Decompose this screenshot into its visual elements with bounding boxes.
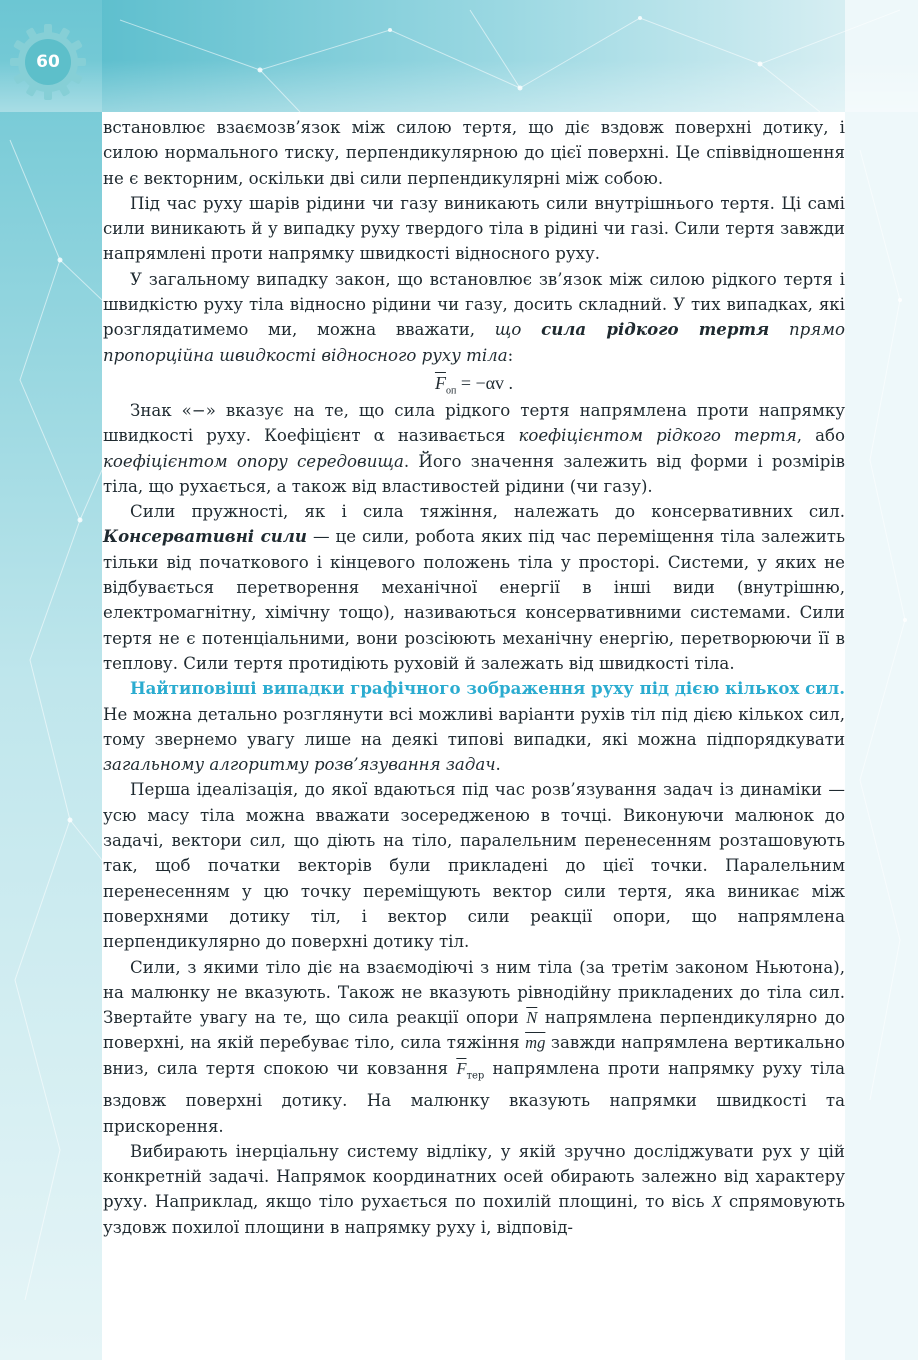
axis-x-symbol: X xyxy=(711,1192,722,1212)
text-run: Не можна детально розглянути всі можливі варіанти рухів тіл під дією кількох сил, тому звернемо увагу лише на деякі типові випадки, які можна підпорядкувати xyxy=(103,704,845,749)
paragraph-6 xyxy=(103,676,845,777)
text-run: завжди напрямлена вертикально вниз, сила тертя спокою чи ковзання xyxy=(103,1033,846,1078)
formula-subscript: оп xyxy=(445,385,457,397)
italic-term: коефіцієнтом рідкого тертя xyxy=(518,426,797,446)
text-run: Знак «−» вказує на те, що сила рідкого тертя напрямлена проти напрямку швидкості руху. Коефіцієнт α називається xyxy=(103,400,845,446)
formula-force-symbol: $\overline{F}$ xyxy=(434,372,446,393)
italic-run: прямо пропорційна швидкості відносного руху тіла xyxy=(103,320,845,365)
text-run: . xyxy=(495,755,501,775)
text-run: напрямлена проти напрямку руху тіла вздовж поверхні дотику. На малюнку вказують напрямки швидкості та прискорення. xyxy=(103,1058,845,1136)
text-run: У загальному випадку закон, що встановлює зв’язок між силою рідкого тертя і швидкістю руху тіла відносно рідини чи газу, досить складний. У тих випадках, які розглядатимемо ми, можна вважати, xyxy=(103,269,845,340)
text-run: Вибирають інерціальну систему відліку, у якій зручно досліджувати рух у цій конкретній задачі. Напрямок координатних осей обирають залежно від характеру руху. Наприклад, якщо тіло рухається по похилій площині, то вісь xyxy=(103,1141,845,1212)
italic-term: коефіцієнтом опору середовища xyxy=(103,451,404,471)
text-run: Сили, з якими тіло діє на взаємодіючі з ним тіла (за третім законом Ньютона), на малюнку не вказують. Також не вказують рівнодійну прикладених до тіла сил. Звертайте увагу на те, що сила реакції опори xyxy=(103,957,845,1028)
text-run: — це сили, робота яких під час переміщення тіла залежить тільки від початкового і кінцевого положень тіла у просторі. Системи, у яких не відбувається перетворення механічної енергії в інші види (внутрішню, електромагнітну, хімічну тощо), називаються консервативними системами. Сили тертя не є потенціальними, вони розсіюють механічну енергію, перетворюючи її в теплову. Сили тертя протидіють руховій й залежать від швидкості тіла. xyxy=(103,527,845,673)
paragraph-3 xyxy=(103,267,845,368)
page-number: 60 xyxy=(36,52,60,72)
bold-italic-term: сила рідкого тертя xyxy=(541,319,770,340)
friction-subscript: тер xyxy=(466,1070,485,1081)
text-run: . Його значення залежить від форми і розмірів тіла, що рухається, а також від властивостей рідини (чи газу). xyxy=(103,451,845,496)
paragraph-1: встановлює взаємозв’язок між силою тертя, що діє вздовж поверхні дотику, і силою нормального тиску, перпендикулярною до цієї поверхні. Це співвідношення не є векторним, оскільки дві сили перпендикулярні між собою. xyxy=(103,118,845,188)
paragraph-4 xyxy=(103,398,845,499)
page-body xyxy=(103,115,845,1240)
text-run: , або xyxy=(796,426,845,446)
paragraph-8 xyxy=(103,955,845,1139)
vector-n: $\overline{N}$ xyxy=(526,1008,538,1028)
text-run: Сили пружності, як і сила тяжіння, належать до консервативних сил. xyxy=(130,502,845,522)
vector-mg: $\overline{mg}$ xyxy=(525,1033,546,1053)
paragraph-9 xyxy=(103,1139,845,1240)
vector-f-friction: $\overline{F}$ xyxy=(456,1058,467,1078)
italic-term: загальному алгоритму розв’язування задач xyxy=(103,755,496,775)
text-run: : xyxy=(507,345,514,365)
text-run: спрямовують уздовж похилої площини в напрямку руху і, відповід- xyxy=(103,1192,845,1237)
italic-run: що xyxy=(494,320,542,340)
paragraph-2: Під час руху шарів рідини чи газу виникають сили внутрішнього тертя. Ці самі сили виникають й у випадку руху твердого тіла в рідині чи газі. Сили тертя завжди напрямлені проти напрямку швидкості відносного руху. xyxy=(103,193,845,264)
paragraph-7: Перша ідеалізація, до якої вдаються під час розв’язування задач із динаміки — усю масу тіла можна вважати зосередженою в точці. Виконуючи малюнок до задачі, вектори сил, що діють на тіло, паралельним перенесенням розташовують так, щоб початки векторів були прикладені до цієї точки. Паралельним перенесенням у цю точку переміщують вектор сили тертя, яка виникає між поверхнями дотику тіл, і вектор сили реакції опори, що напрямлена перпендикулярно до поверхні дотику тіл. xyxy=(103,780,845,952)
text-run: напрямлена перпендикулярно до поверхні, на якій перебуває тіло, сила тяжіння xyxy=(103,1008,845,1053)
section-heading: Найтиповіші випадки графічного зображення руху під дією кількох сил. xyxy=(130,678,845,699)
paragraph-5 xyxy=(103,499,845,676)
formula-drag-force xyxy=(103,368,845,398)
bold-italic-term: Консервативні сили xyxy=(103,526,307,547)
formula-rhs: = −αv . xyxy=(460,372,514,393)
